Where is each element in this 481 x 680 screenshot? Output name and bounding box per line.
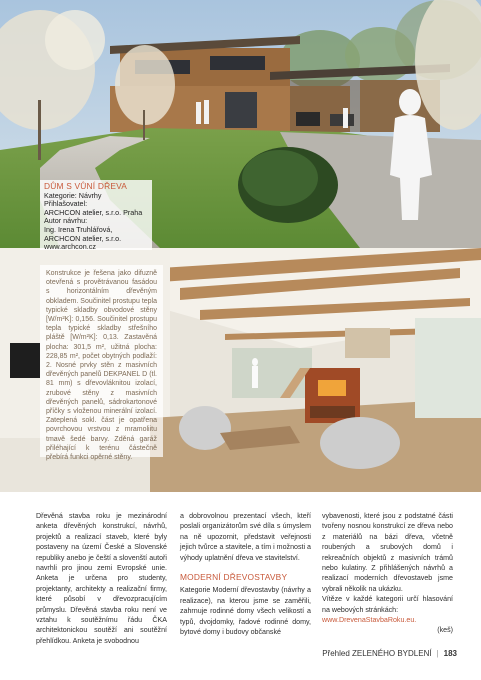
article-text-3: vybavenosti, které jsou z podstatné části tvořeny nosnou konstrukcí ze dřeva nebo z materiálů na bázi dřeva, včetně roubených a srubových domů i rekreačních objektů z masivních trámů nebo kulatiny. Z přihlášených návrhů a realizací moderních dřevostaveb jsme vybrali několik na ukázku. <box>322 512 453 593</box>
info-website: www.archcon.cz <box>44 242 96 252</box>
article-text-1: Dřevěná stavba roku je mezinárodní anketa dřevěných konstrukcí, návrhů, projektů a realizací staveb, které byly postaveny na území České a Slovenské republiky anebo je čeští a slovenští autoři navrhli pro jinou zemi Evropské unie. Anketa je určena pro studenty, projektanty, architekty a realizační firmy, které působí v dřevozpracujícím průmyslu. Dřevěná stavba roku není ve vztahu k soutěžnímu řádu ČKA architektonickou soutěží ani soutěžní přehlídkou. Anketa je svobodnou <box>36 512 167 645</box>
info-applicant-label: Přihlašovatel: <box>44 199 88 209</box>
info-author-name: Ing. Irena Truhlářová, <box>44 224 113 234</box>
info-author-label: Autor návrhu: <box>44 216 88 226</box>
article-text-2: a dobrovolnou prezentací všech, kteří poslali organizátorům své díla s úmyslem na ně upozornit, představit veřejnosti jejich tvůrce a stavitele, a tím i možnosti a výhody uplatnění dřeva ve stavitelství. <box>180 512 311 562</box>
magazine-name: Přehled ZELENÉHO BYDLENÍ <box>322 649 432 658</box>
info-category: Kategorie: Návrhy <box>44 190 102 200</box>
vote-link[interactable]: www.DrevenaStavbaRoku.eu. <box>322 616 417 625</box>
article-text-2b: Kategorie Moderní dřevostavby (návrhy a realizace), na kterou jsme se zaměřili, zahrnuje rodinné domy všech velikostí a typů, dvojdomky, řadové rodinné domy, bytové domy i budovy občanské <box>180 586 311 637</box>
project-title: DŮM S VŮNÍ DŘEVA <box>44 181 128 191</box>
article-column-2 <box>180 511 311 637</box>
info-author-company: ARCHCON atelier, s.r.o. <box>44 233 122 243</box>
project-info-box <box>40 180 152 250</box>
technical-description: Konstrukce je řešena jako difuzně otevřená s provětrávanou fasádou s horizontálním dřevěným obkladem. Součinitel prostupu tepla typické skladby obvodové stěny [W/m²K]: 0,156. Součinitel prostupu tepla typické skladby střešního pláště [W/m²K]: 0,13. Zastavěná plocha: 301,5 m², užitná plocha: 228,85 m², počet obytných podlaží: 2. Nosné prvky stěn z masivních dřevěných panelů DEKPANEL D (tl. 81 mm) s dřevovláknitou izolací, zrubové stěny z masivních dřevěných panelů, sádrokartonové příčky s vloženou minerální izolací. Zateplená sokl. část je opatřena povrchovou vrstvou z mramoliitu tmavě šedé barvy. Zděná garáž přiléhající k terénu částečně přebírá funkci opěrné stěny. <box>40 265 163 457</box>
author-signature: (keš) <box>437 626 453 635</box>
page-footer <box>322 649 457 658</box>
page-number: 183 <box>443 649 457 658</box>
article-text-3b: Vítěze v každé kategorii určí hlasování na webových stránkách: <box>322 595 453 614</box>
footer-separator: | <box>436 649 439 658</box>
article-column-1 <box>36 511 167 646</box>
section-heading: MODERNÍ DŘEVOSTAVBY <box>180 572 288 583</box>
article-column-3 <box>322 511 453 636</box>
info-applicant: ARCHCON atelier, s.r.o. Praha <box>44 207 143 217</box>
